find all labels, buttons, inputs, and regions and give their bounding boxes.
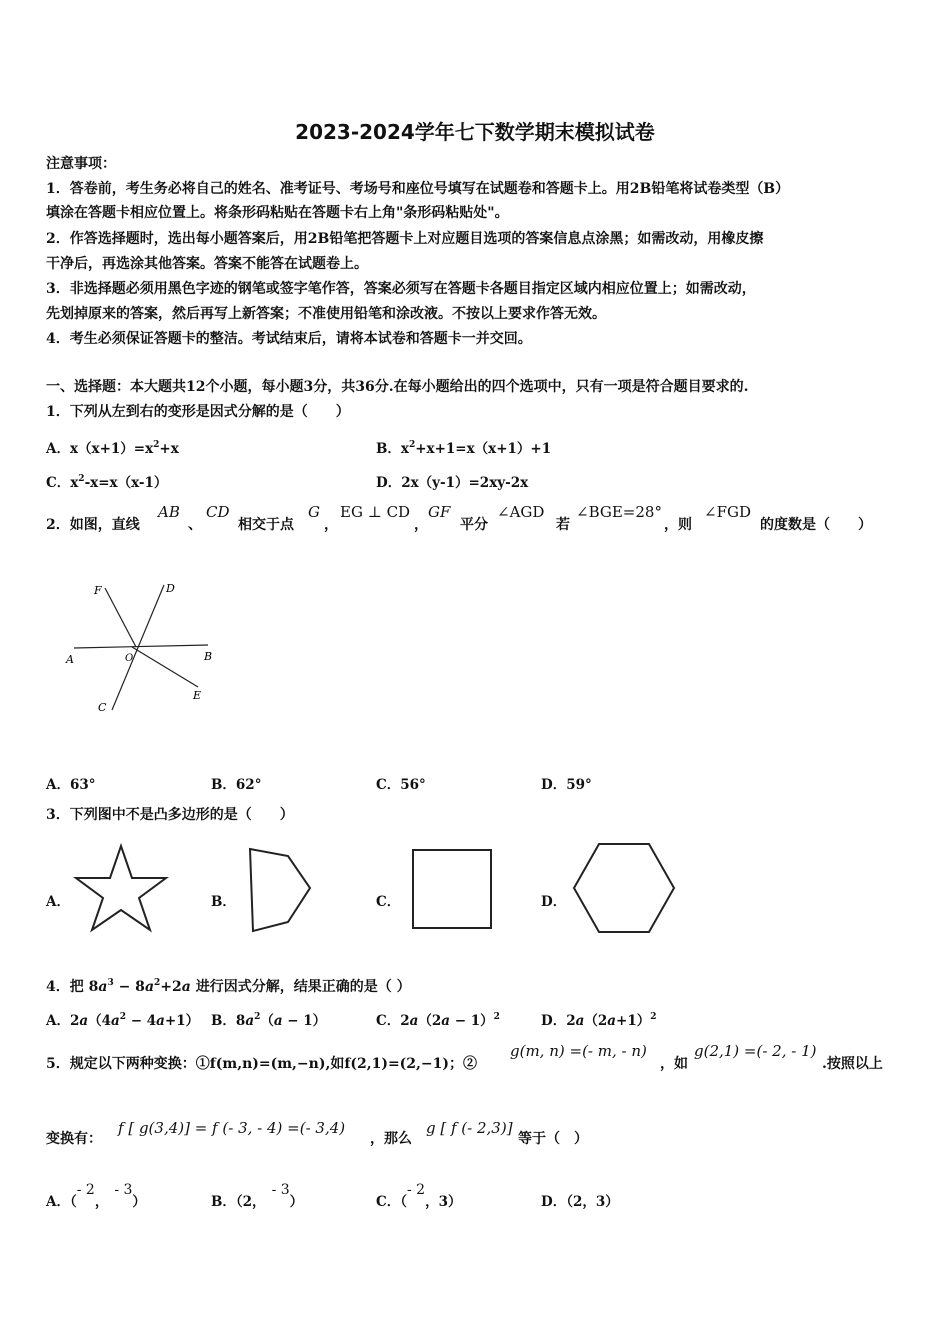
notice-heading: 注意事项： [46, 156, 116, 172]
label-o: O [125, 653, 134, 664]
q5-option-a: A．（- 2，- 3） [46, 1182, 146, 1210]
q5-g-example: g(2,1) =(- 2, - 1) [694, 1042, 817, 1060]
notice-line: 4．考生必须保证答题卡的整洁。考试结束后，请将本试卷和答题卡一并交回。 [46, 331, 532, 347]
q3-option-b: B． [211, 894, 236, 910]
q2-stem-start: 2．如图，直线 [46, 517, 140, 533]
q3-option-c: C． [376, 894, 401, 910]
q2-line-gf: GF [428, 503, 451, 521]
q5-expression: f [ g(3,4)] = f (- 3, - 4) =(- 3,4) [118, 1119, 346, 1137]
notice-line: 1．答卷前，考生务必将自己的姓名、准考证号、考场号和座位号填写在试题卷和答题卡上。用2B铅笔将试卷类型（B） [46, 181, 790, 197]
q1-option-d: D．2x（y-1）=2xy-2x [376, 475, 529, 491]
q4-option-c: C．$2a(2a - 1)^2$ [376, 1012, 500, 1029]
q2-option-c: C．56° [376, 777, 426, 793]
star-shape [70, 840, 170, 935]
q4-option-b: B．$8a^2(a - 1)$ [211, 1012, 327, 1029]
q2-option-b: B．62° [211, 777, 262, 793]
q4-stem: 4．把 $8a^3 - 8a^2+2a$ 进行因式分解，结果正确的是（ ） [46, 978, 411, 995]
q5-stem-text: .按照以上 [822, 1056, 883, 1072]
q2-point-g: G [308, 503, 320, 521]
q5-stem-text: ，如 [660, 1056, 688, 1072]
q4-option-a: A．$2a(4a^2 - 4a+1)$ [46, 1012, 200, 1029]
label-f: F [94, 584, 102, 597]
q2-comma: ， [324, 517, 338, 533]
notice-line: 填涂在答题卡相应位置上。将条形码粘贴在答题卡右上角"条形码粘贴处"。 [46, 205, 509, 221]
q5-option-c: C．（- 2，3） [376, 1182, 462, 1210]
label-b: B [204, 650, 213, 663]
q1-option-a: A．$x(x+1)=x^2+x$ [46, 440, 179, 457]
q2-option-a: A．63° [46, 777, 96, 793]
notice-line: 2．作答选择题时，选出每小题答案后，用2B铅笔把答题卡上对应题目选项的答案信息点涂黑；如需改动，用橡皮擦 [46, 231, 764, 247]
hexagon-shape [570, 840, 678, 936]
q2-comma: ， [414, 517, 428, 533]
q2-angle-agd: ∠AGD [497, 503, 545, 521]
square-shape [408, 845, 496, 933]
q3-stem: 3．下列图中不是凸多边形的是（ ） [46, 807, 294, 823]
label-d: D [166, 582, 175, 595]
q2-perp: EG ⊥ CD [340, 503, 411, 521]
q5-stem-text: ，那么 [370, 1131, 412, 1147]
q2-stem-text: 若 [556, 517, 570, 533]
q5-target-expression: g [ f (- 2,3)] [426, 1119, 513, 1137]
q5-stem-end: 等于（ ） [518, 1131, 588, 1147]
q5-option-b: B．（2，- 3） [211, 1182, 304, 1210]
q3-option-d: D． [541, 894, 567, 910]
q1-option-b: B．$x^2+x+1=x(x+1)+1$ [376, 440, 552, 457]
q3-option-a: A． [46, 894, 70, 910]
q2-option-d: D．59° [541, 777, 592, 793]
pentagon-shape [244, 843, 316, 937]
q1-option-c: C．$x^2-x=x(x-1)$ [46, 474, 168, 491]
q2-line-ab: AB [158, 503, 180, 521]
label-c: C [98, 701, 107, 714]
label-a: A [66, 653, 74, 666]
page-title: 2023-2024学年七下数学期末模拟试卷 [295, 120, 655, 144]
q4-option-d: D．$2a(2a+1)^2$ [541, 1012, 657, 1029]
q2-angle-bge: ∠BGE=28° [576, 503, 662, 521]
notice-line: 干净后，再选涂其他答案。答案不能答在试题卷上。 [46, 256, 368, 272]
q2-figure [60, 575, 220, 720]
notice-line: 先划掉原来的答案，然后再写上新答案；不准使用铅笔和涂改液。不按以上要求作答无效。 [46, 306, 606, 322]
q5-option-d: D．（2，3） [541, 1194, 619, 1210]
q5-stem-text: 变换有： [46, 1131, 102, 1147]
q5-g-definition: g(m, n) =(- m, - n) [510, 1042, 647, 1060]
notice-line: 3．非选择题必须用黑色字迹的钢笔或签字笔作答，答案必须写在答题卡各题目指定区域内相应位置上；如需改动， [46, 281, 756, 297]
q2-sep: 、 [188, 517, 202, 533]
q5-stem-start: 5．规定以下两种变换：①f(m,n)=(m,−n),如f(2,1)=(2,−1)；② [46, 1056, 478, 1072]
q2-stem-text: 相交于点 [238, 517, 294, 533]
section-heading: 一、选择题：本大题共12个小题，每小题3分，共36分.在每小题给出的四个选项中，只有一项是符合题目要求的. [46, 379, 749, 395]
q2-line-cd: CD [206, 503, 230, 521]
q2-angle-fgd: ∠FGD [704, 503, 751, 521]
q2-stem-text: 平分 [460, 517, 488, 533]
label-e: E [193, 689, 202, 702]
q1-stem: 1．下列从左到右的变形是因式分解的是（ ） [46, 404, 350, 420]
q2-stem-text: ，则 [664, 517, 692, 533]
q2-stem-end: 的度数是（ ） [760, 517, 872, 533]
